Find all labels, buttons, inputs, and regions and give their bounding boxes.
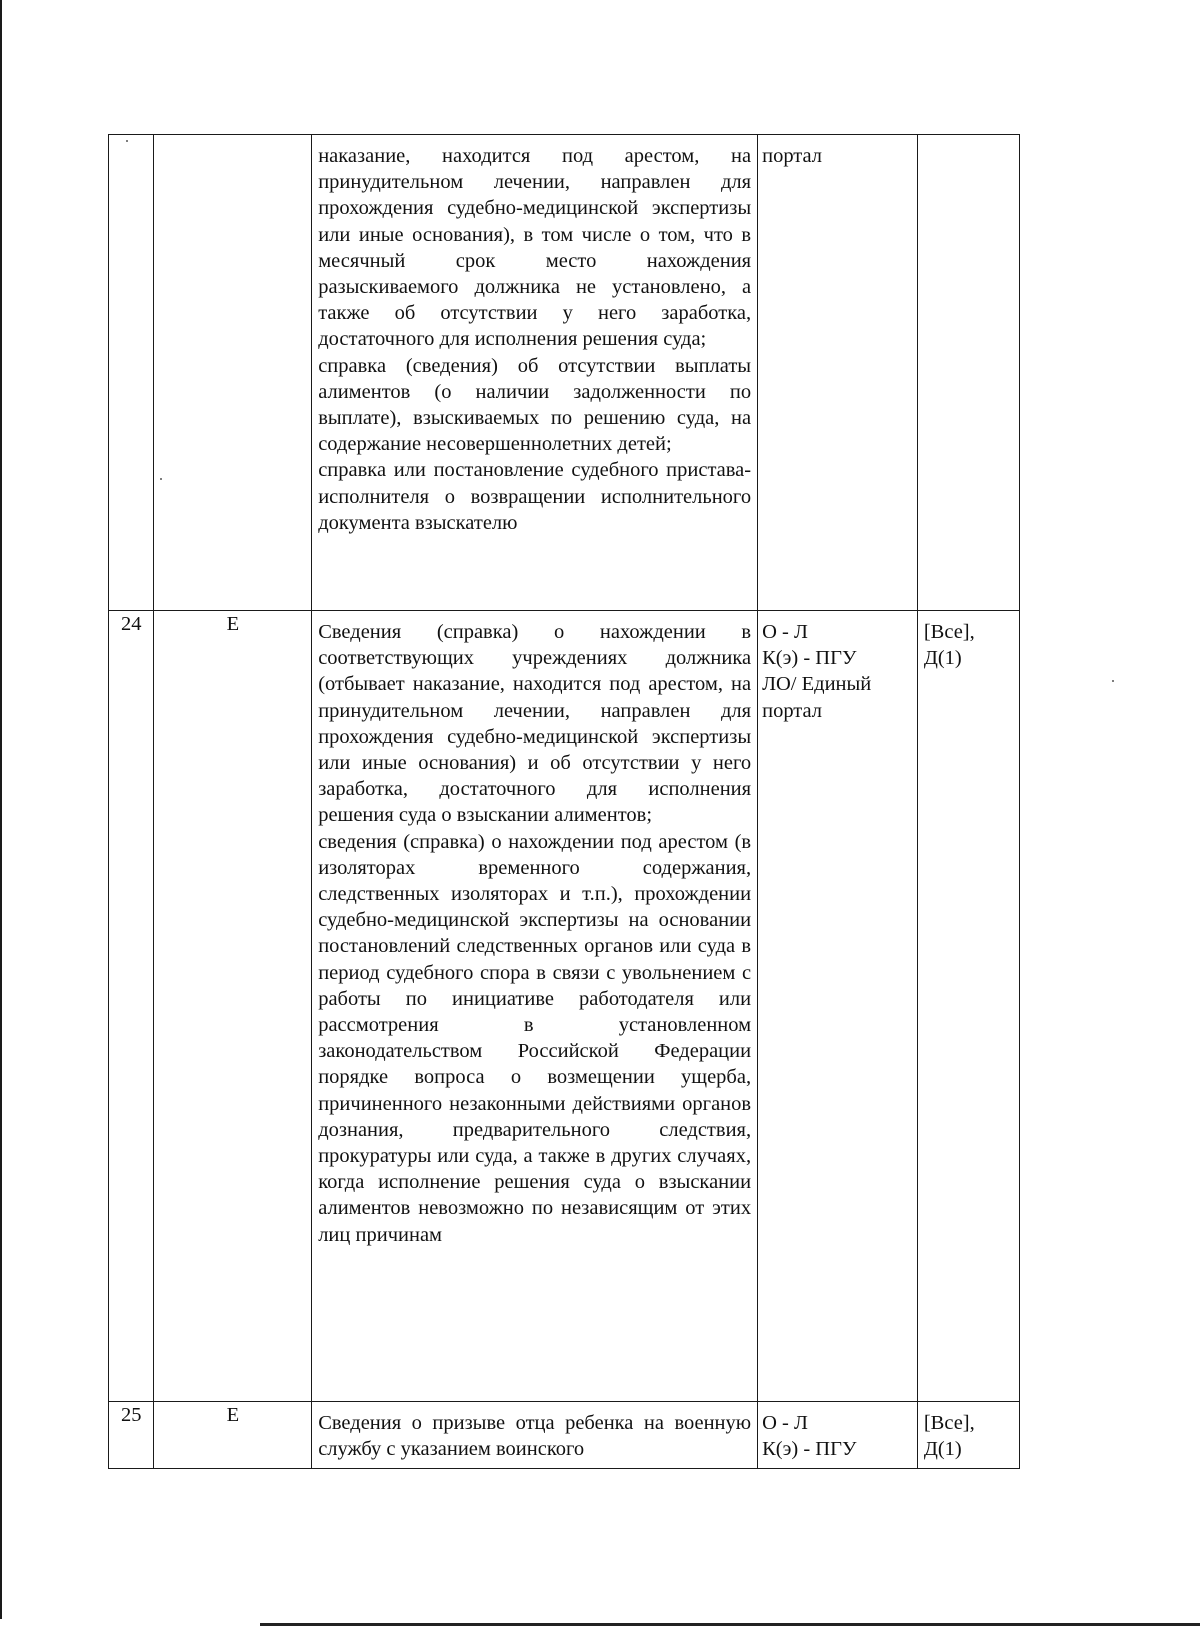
source-line: О - Л — [762, 621, 808, 643]
table-row — [109, 1402, 1020, 1469]
scan-border-line — [260, 1623, 1200, 1626]
registry-table — [108, 134, 1020, 1469]
description-paragraph: Сведения о призыве отца ребенка на военную службу с указанием воинского — [318, 1412, 752, 1461]
access-cell — [917, 611, 1019, 1402]
row-number-cell: 25 — [109, 1402, 154, 1469]
description-paragraph: Сведения (справка) о нахождении в соответствующих учреждениях должника (отбывает наказание, находится под арестом, на принудительном лечении, направлен для прохождения судебно-медицинской экспертизы или иные основания) и об отсутствии у него заработка, достаточного для исполнения решения суда о взыскании алиментов; — [318, 621, 752, 827]
row-code-cell: Е — [154, 611, 312, 1402]
description-paragraph: наказание, находится под арестом, на принудительном лечении, направлен для прохождения судебно-медицинской экспертизы или иные основания), в том числе о том, что в месячный срок место нахождения разыскиваемого должника не установлено, а также об отсутствии у него заработка, достаточного для исполнения решения суда; — [318, 145, 752, 351]
document-description-cell — [312, 135, 758, 611]
table-row — [109, 611, 1020, 1402]
access-line: Д(1) — [923, 647, 962, 670]
source-line: К(э) - ПГУ — [762, 1438, 857, 1461]
source-line: К(э) - ПГУ — [762, 647, 857, 670]
scan-border-left — [0, 0, 2, 1629]
source-line: портал — [762, 699, 823, 722]
access-line: Д(1) — [923, 1438, 962, 1461]
source-cell — [758, 135, 918, 611]
row-code-cell: Е — [154, 1402, 312, 1469]
access-cell — [917, 135, 1019, 611]
row-number-cell: 24 — [109, 611, 154, 1402]
table-row — [109, 135, 1020, 611]
access-line: [Все], — [923, 1412, 975, 1434]
document-description-cell — [312, 1402, 758, 1469]
row-number-cell — [109, 135, 154, 611]
scan-border-bottom — [0, 1619, 1200, 1629]
description-paragraph: справка (сведения) об отсутствии выплаты алиментов (о наличии задолженности по выплате), взыскиваемых по решению суда, на содержание несовершеннолетних детей; — [318, 354, 752, 456]
source-line: ЛО/ Единый — [762, 673, 872, 696]
row-code-cell — [154, 135, 312, 611]
access-cell — [917, 1402, 1019, 1469]
source-cell — [758, 611, 918, 1402]
description-paragraph: справка или постановление судебного пристава-исполнителя о возвращении исполнительного документа взыскателю — [318, 459, 752, 534]
document-description-cell — [312, 611, 758, 1402]
source-line: портал — [762, 145, 823, 167]
scan-speck — [1112, 680, 1114, 682]
source-cell — [758, 1402, 918, 1469]
source-line: О - Л — [762, 1412, 808, 1434]
access-line: [Все], — [923, 621, 975, 643]
description-paragraph: сведения (справка) о нахождении под арестом (в изоляторах временного содержания, следственных изоляторах и т.п.), прохождении судебно-медицинской экспертизы на основании постановлений следственных органов или суда в период судебного спора в связи с увольнением с работы по инициативе работодателя или рассмотрения в установленном законодательством Российской Федерации порядке вопроса о возмещении ущерба, причиненного незаконными действиями органов дознания, предварительного следствия, прокуратуры или суда, а также в других случаях, когда исполнение решения суда о взыскании алиментов невозможно по независящим от этих лиц причинам — [318, 830, 752, 1246]
